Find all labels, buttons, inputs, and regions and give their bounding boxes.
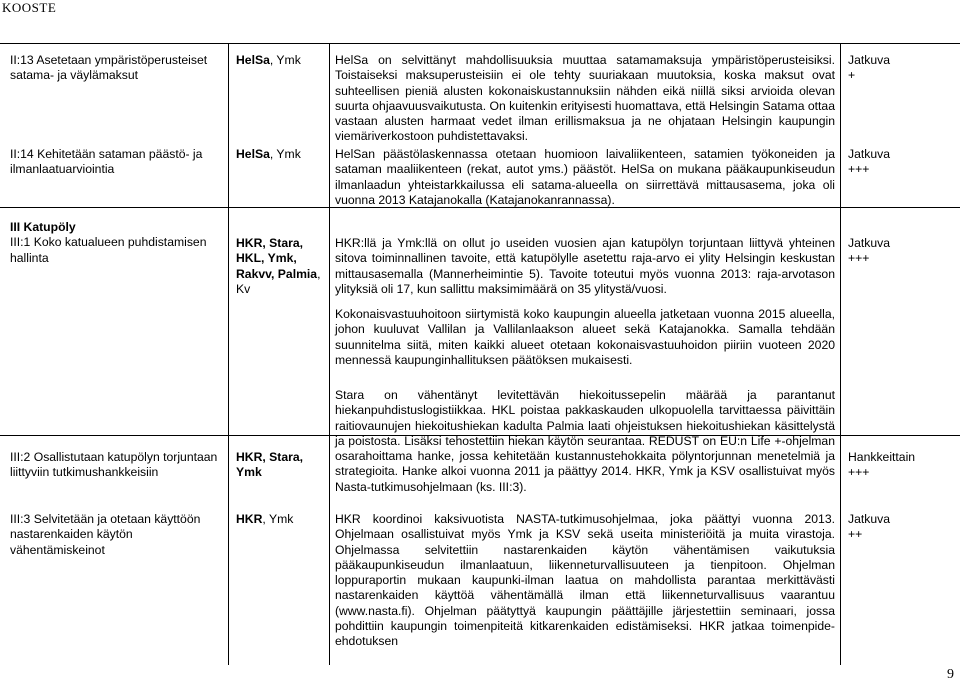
description-cell xyxy=(335,236,835,378)
table-top-border xyxy=(0,43,960,44)
column-divider xyxy=(228,43,229,665)
description-paragraph: Kokonaisvastuuhoitoon siirtymistä koko kaupungin alueella jatketaan vuonna 2015 alueella, johon kuuluvat Vallilan ja Vallilanlaakson alueet sekä Katajanokka. Samalla tehdään suunnitelma siitä, miten kaikki alueet otetaan kokonaisvastuuhoidon piiriin vuoteen 2020 mennessä kaupunginhallituksen päätöksen mukaisesti. xyxy=(335,307,835,368)
responsible-primary: HKR, Stara, Ymk xyxy=(236,450,304,480)
rating-text: ++ xyxy=(848,527,863,542)
status-cell xyxy=(848,512,948,543)
responsible-secondary: , Ymk xyxy=(269,147,301,161)
description-cell: HelSan päästölaskennassa otetaan huomioon laivaliikenteen, satamien työkoneiden ja sataman maaliikenteen (rekat, autot yms.) päästöt. HelSa on mukana pääkaupunkiseudun ilmanlaadun yhteistarkkailussa eli satama-alueella on siirrettävä mittausasema, joka oli vuonna 2013 Katajanokalla (Katajanokanrannassa). xyxy=(335,147,835,207)
measure-cell: III:3 Selvitetään ja otetaan käyttöön nastarenkaiden käytön vähentämiskeinot xyxy=(10,512,201,557)
responsible-cell xyxy=(236,450,322,481)
status-text: Jatkuva xyxy=(848,512,891,526)
status-cell xyxy=(848,450,958,481)
status-text: Jatkuva xyxy=(848,53,891,67)
rating-text: +++ xyxy=(848,465,870,480)
measure-cell xyxy=(10,220,222,266)
measure-text: III:1 Koko katualueen puhdistamisen hallinta xyxy=(10,235,207,265)
responsible-primary: HKR xyxy=(236,512,263,526)
description-cell: HKR koordinoi kaksivuotista NASTA-tutkimusohjelmaa, joka päättyi vuonna 2013. Ohjelmaan osallistuivat myös Ymk ja KSV sekä useita ministeriöitä ja muita virastoja. Ohjelmassa selvitettiin nastarenkaiden käytön vähentämisen vaikutuksia pääkaupunkiseudun ilmanlaatuun, liikenneturvallisuuteen ja tienpitoon. Ohjelman loppuraportin mukaan kaupunki-ilman laatua on mahdollista parantaa merkittävästi nastarenkaiden käyttöä vähentämällä ilman että liikenneturvallisuus vaarantuu (www.nasta.fi). Ohjelman päätyttyä kaupungin päättäjille järjestettiin seminaari, jossa pohdittiin kaupungin toimenpiteitä kitkarenkaiden edistämiseksi. HKR jatkaa toimenpide-ehdotuksen xyxy=(335,512,835,649)
status-cell xyxy=(848,236,948,267)
section-heading: III Katupöly xyxy=(10,220,76,234)
measure-cell: II:13 Asetetaan ympäristöperusteiset satama- ja väylämaksut xyxy=(10,53,208,83)
responsible-primary: HKR, Stara, HKL, Ymk, Rakvv, Palmia xyxy=(236,236,318,281)
responsible-secondary: , Ymk xyxy=(269,53,301,67)
column-divider xyxy=(840,43,841,665)
status-text: Jatkuva xyxy=(848,147,891,161)
rating-text: +++ xyxy=(848,251,870,266)
description-paragraph: HKR:llä ja Ymk:llä on ollut jo useiden vuosien ajan katupölyn torjuntaan liittyvä yhteinen sitova toiminnallinen tavoite, että katupölylle asetettu raja-arvo ei ylity Helsingin keskustan mittausasemalla (Mannerheimintie 5). Tavoite toteutui myös vuonna 2013: raja-arvotason ylityksiä oli 17, kun sallittu maksimimäärä on 35 ylitystä/vuosi. xyxy=(335,236,835,296)
responsible-secondary: , Ymk xyxy=(262,512,294,526)
responsible-cell xyxy=(236,236,322,297)
description-cell: Stara on vähentänyt levitettävän hiekoitussepelin määrää ja parantanut hiekanpuhdistuslogistiikkaa. HKL poistaa pakkaskauden ulkopuolella tarvittaessa päivittäin raitiovaunujen hiekoitushiekan kadulta Palmia laati ohjeistuksen hiekoitushiekan käsittelystä ja poistosta. Lisäksi tehostettiin hiekan käytön seurantaa. REDUST on EU:n Life +-ohjelman osarahoittama hanke, jossa kehitetään kustannustehokkaita pölyntorjunnan menetelmiä ja strategioita. Hanke alkoi vuonna 2011 ja päättyy 2014. HKR, Ymk ja KSV osallistuivat myös Nasta-tutkimusohjelmaan (ks. III:3). xyxy=(335,388,835,494)
responsible-cell xyxy=(236,147,324,162)
measure-cell: II:14 Kehitetään sataman päästö- ja ilmanlaatuarviointia xyxy=(10,147,203,177)
responsible-primary: HelSa xyxy=(236,147,270,161)
rating-text: +++ xyxy=(848,162,870,177)
measure-cell: III:2 Osallistutaan katupölyn torjuntaan liittyviin tutkimushankkeisiin xyxy=(10,450,218,480)
status-text: Hankkeittain xyxy=(848,450,916,464)
rating-text: + xyxy=(848,68,856,83)
responsible-cell xyxy=(236,512,322,527)
responsible-cell xyxy=(236,53,324,68)
description-cell: HelSa on selvittänyt mahdollisuuksia muuttaa satamamaksuja ympäristöperusteisiksi. Toistaiseksi maksuperusteisiin ei ole tehty suuriakaan muutoksia, koska maksut ovat suhteellisen pieniä alusten kokonaiskustannuksiin nähden eikä niillä siksi arvioida olevan suurta ohjaavuusvaikutusta. On kuitenkin erityisesti huomattava, että Helsingin Satama ottaa vastaan alusten harmaat vedet ilman erillismaksua ja ne ohjataan Helsingin kaupungin viemäriverkostoon puhdistettavaksi. xyxy=(335,53,835,144)
responsible-secondary: , Kv xyxy=(236,266,321,296)
status-cell xyxy=(848,147,948,178)
page-number: 9 xyxy=(947,667,954,682)
document-header: KOOSTE xyxy=(2,0,57,15)
column-divider xyxy=(329,43,330,665)
responsible-primary: HelSa xyxy=(236,53,270,67)
status-text: Jatkuva xyxy=(848,236,891,250)
status-cell xyxy=(848,53,948,84)
